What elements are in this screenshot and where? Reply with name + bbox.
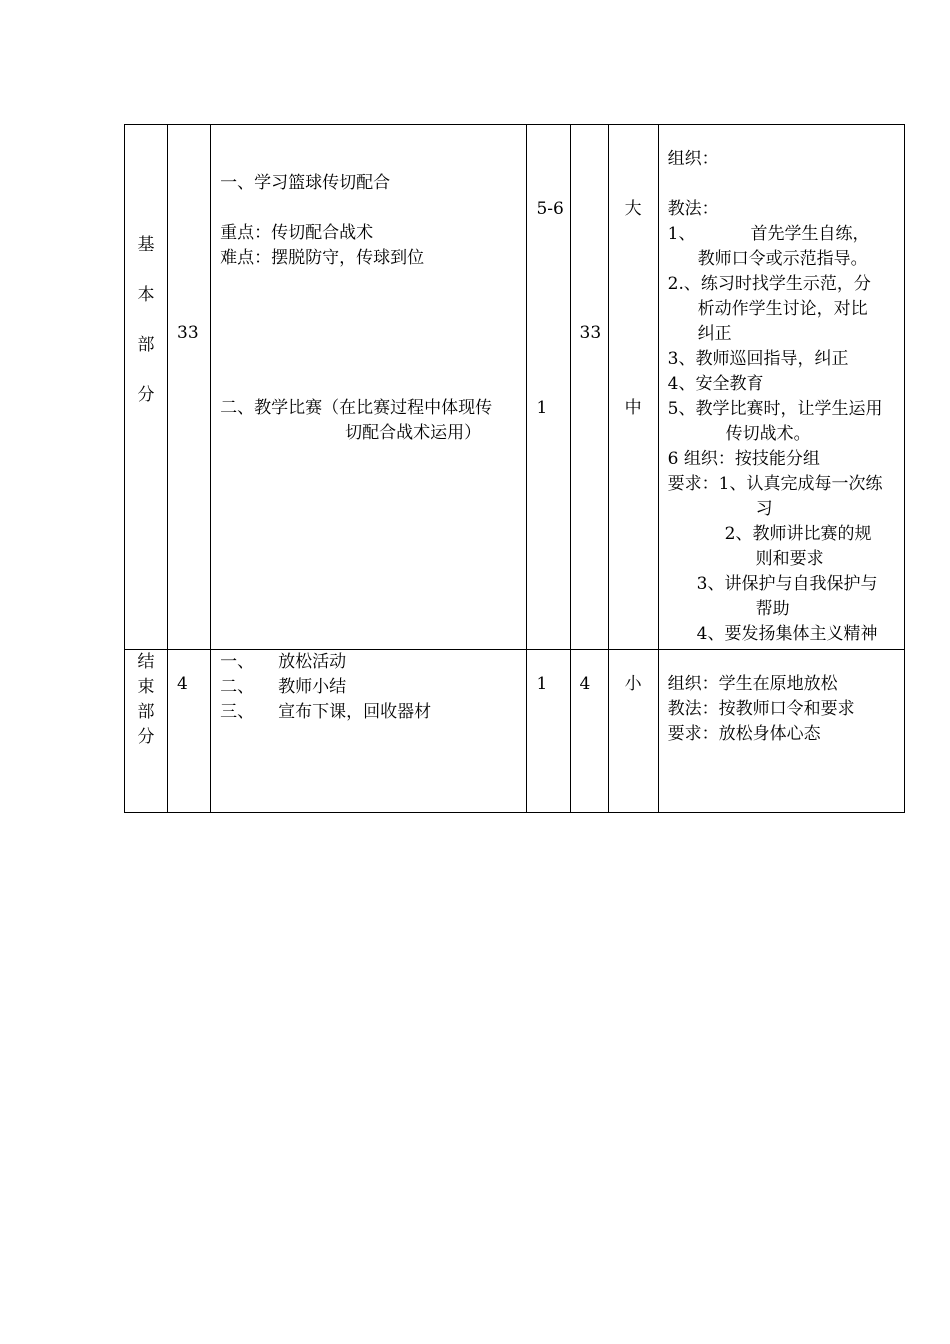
basic-method: 组织： 教法： 1、 首先学生自练， 教师口令或示范指导。 2.、练习时找学生示范，分 析动作学生讨论，对比 纠正 3、教师巡回指导，纠正 4、安全教育 5、教学比赛时，让学生运用 传切战术。 6 组织：按技能分组 要求：1、认真完成每一次练 习 2、教师讲比赛的规 则和要求 3、讲保护与自我保护与 帮助 4、要发扬集体主义精神 <box>658 125 904 650</box>
method-4: 4、安全教育 <box>667 374 764 394</box>
basic-label-char: 部 <box>137 335 155 355</box>
ending-teaching: 教法：按教师口令和要求 <box>667 699 855 719</box>
requirement-4: 4、要发扬集体主义精神 <box>696 624 878 644</box>
ending-method <box>658 650 904 813</box>
ending-item-1: 一、 放松活动 <box>220 652 347 672</box>
ending-intensity: 小 <box>608 650 658 813</box>
ending-requirement: 要求：放松身体心态 <box>667 724 821 744</box>
content-item-2: 二、教学比赛（在比赛过程中体现传 <box>220 398 493 418</box>
intensity-1: 大 <box>624 199 642 219</box>
basic-label-char: 基 <box>137 235 155 255</box>
basic-label-char: 分 <box>137 385 155 405</box>
content-item-1: 一、学习篮球传切配合 <box>220 173 391 193</box>
ending-part-row <box>125 650 905 813</box>
method-2: 2.、练习时找学生示范，分 <box>667 274 871 294</box>
ending-count: 1 <box>527 650 570 813</box>
ending-org: 组织：学生在原地放松 <box>667 674 838 694</box>
method-teaching: 教法： <box>667 199 719 219</box>
ending-label-char: 结 <box>137 652 155 672</box>
requirement-2: 2、教师讲比赛的规 <box>724 524 872 544</box>
requirement-3: 3、讲保护与自我保护与 <box>696 574 878 594</box>
ending-part-label <box>125 650 168 813</box>
ending-content <box>211 650 527 813</box>
lesson-plan-table <box>124 124 905 813</box>
method-1: 1、 首先学生自练， <box>667 224 870 244</box>
basic-label-char: 本 <box>137 285 155 305</box>
ending-time-2: 4 <box>570 650 608 813</box>
ending-label-char: 束 <box>137 677 155 697</box>
basic-count <box>527 125 570 650</box>
basic-intensity <box>608 125 658 650</box>
requirement-1: 要求：1、认真完成每一次练 <box>667 474 883 494</box>
count-2: 1 <box>536 398 548 418</box>
ending-time: 4 <box>168 650 211 813</box>
ending-label-char: 分 <box>137 727 155 747</box>
basic-part-row <box>125 125 905 650</box>
basic-time-2: 33 <box>570 125 608 650</box>
key-point: 重点：传切配合战术 <box>220 223 374 243</box>
method-5: 5、教学比赛时，让学生运用 <box>667 399 883 419</box>
basic-time: 33 <box>168 125 211 650</box>
method-6: 6 组织：按技能分组 <box>667 449 820 469</box>
ending-item-2: 二、 教师小结 <box>220 677 347 697</box>
intensity-2: 中 <box>624 398 642 418</box>
method-3: 3、教师巡回指导，纠正 <box>667 349 849 369</box>
method-org: 组织： <box>667 149 719 169</box>
ending-item-3: 三、 宣布下课，回收器材 <box>220 702 432 722</box>
basic-content <box>211 125 527 650</box>
difficulty: 难点：摆脱防守，传球到位 <box>220 248 425 268</box>
count-1: 5-6 <box>536 199 564 219</box>
content-item-2-cont: 切配合战术运用） <box>345 423 482 443</box>
basic-part-label <box>125 125 168 650</box>
ending-label-char: 部 <box>137 702 155 722</box>
